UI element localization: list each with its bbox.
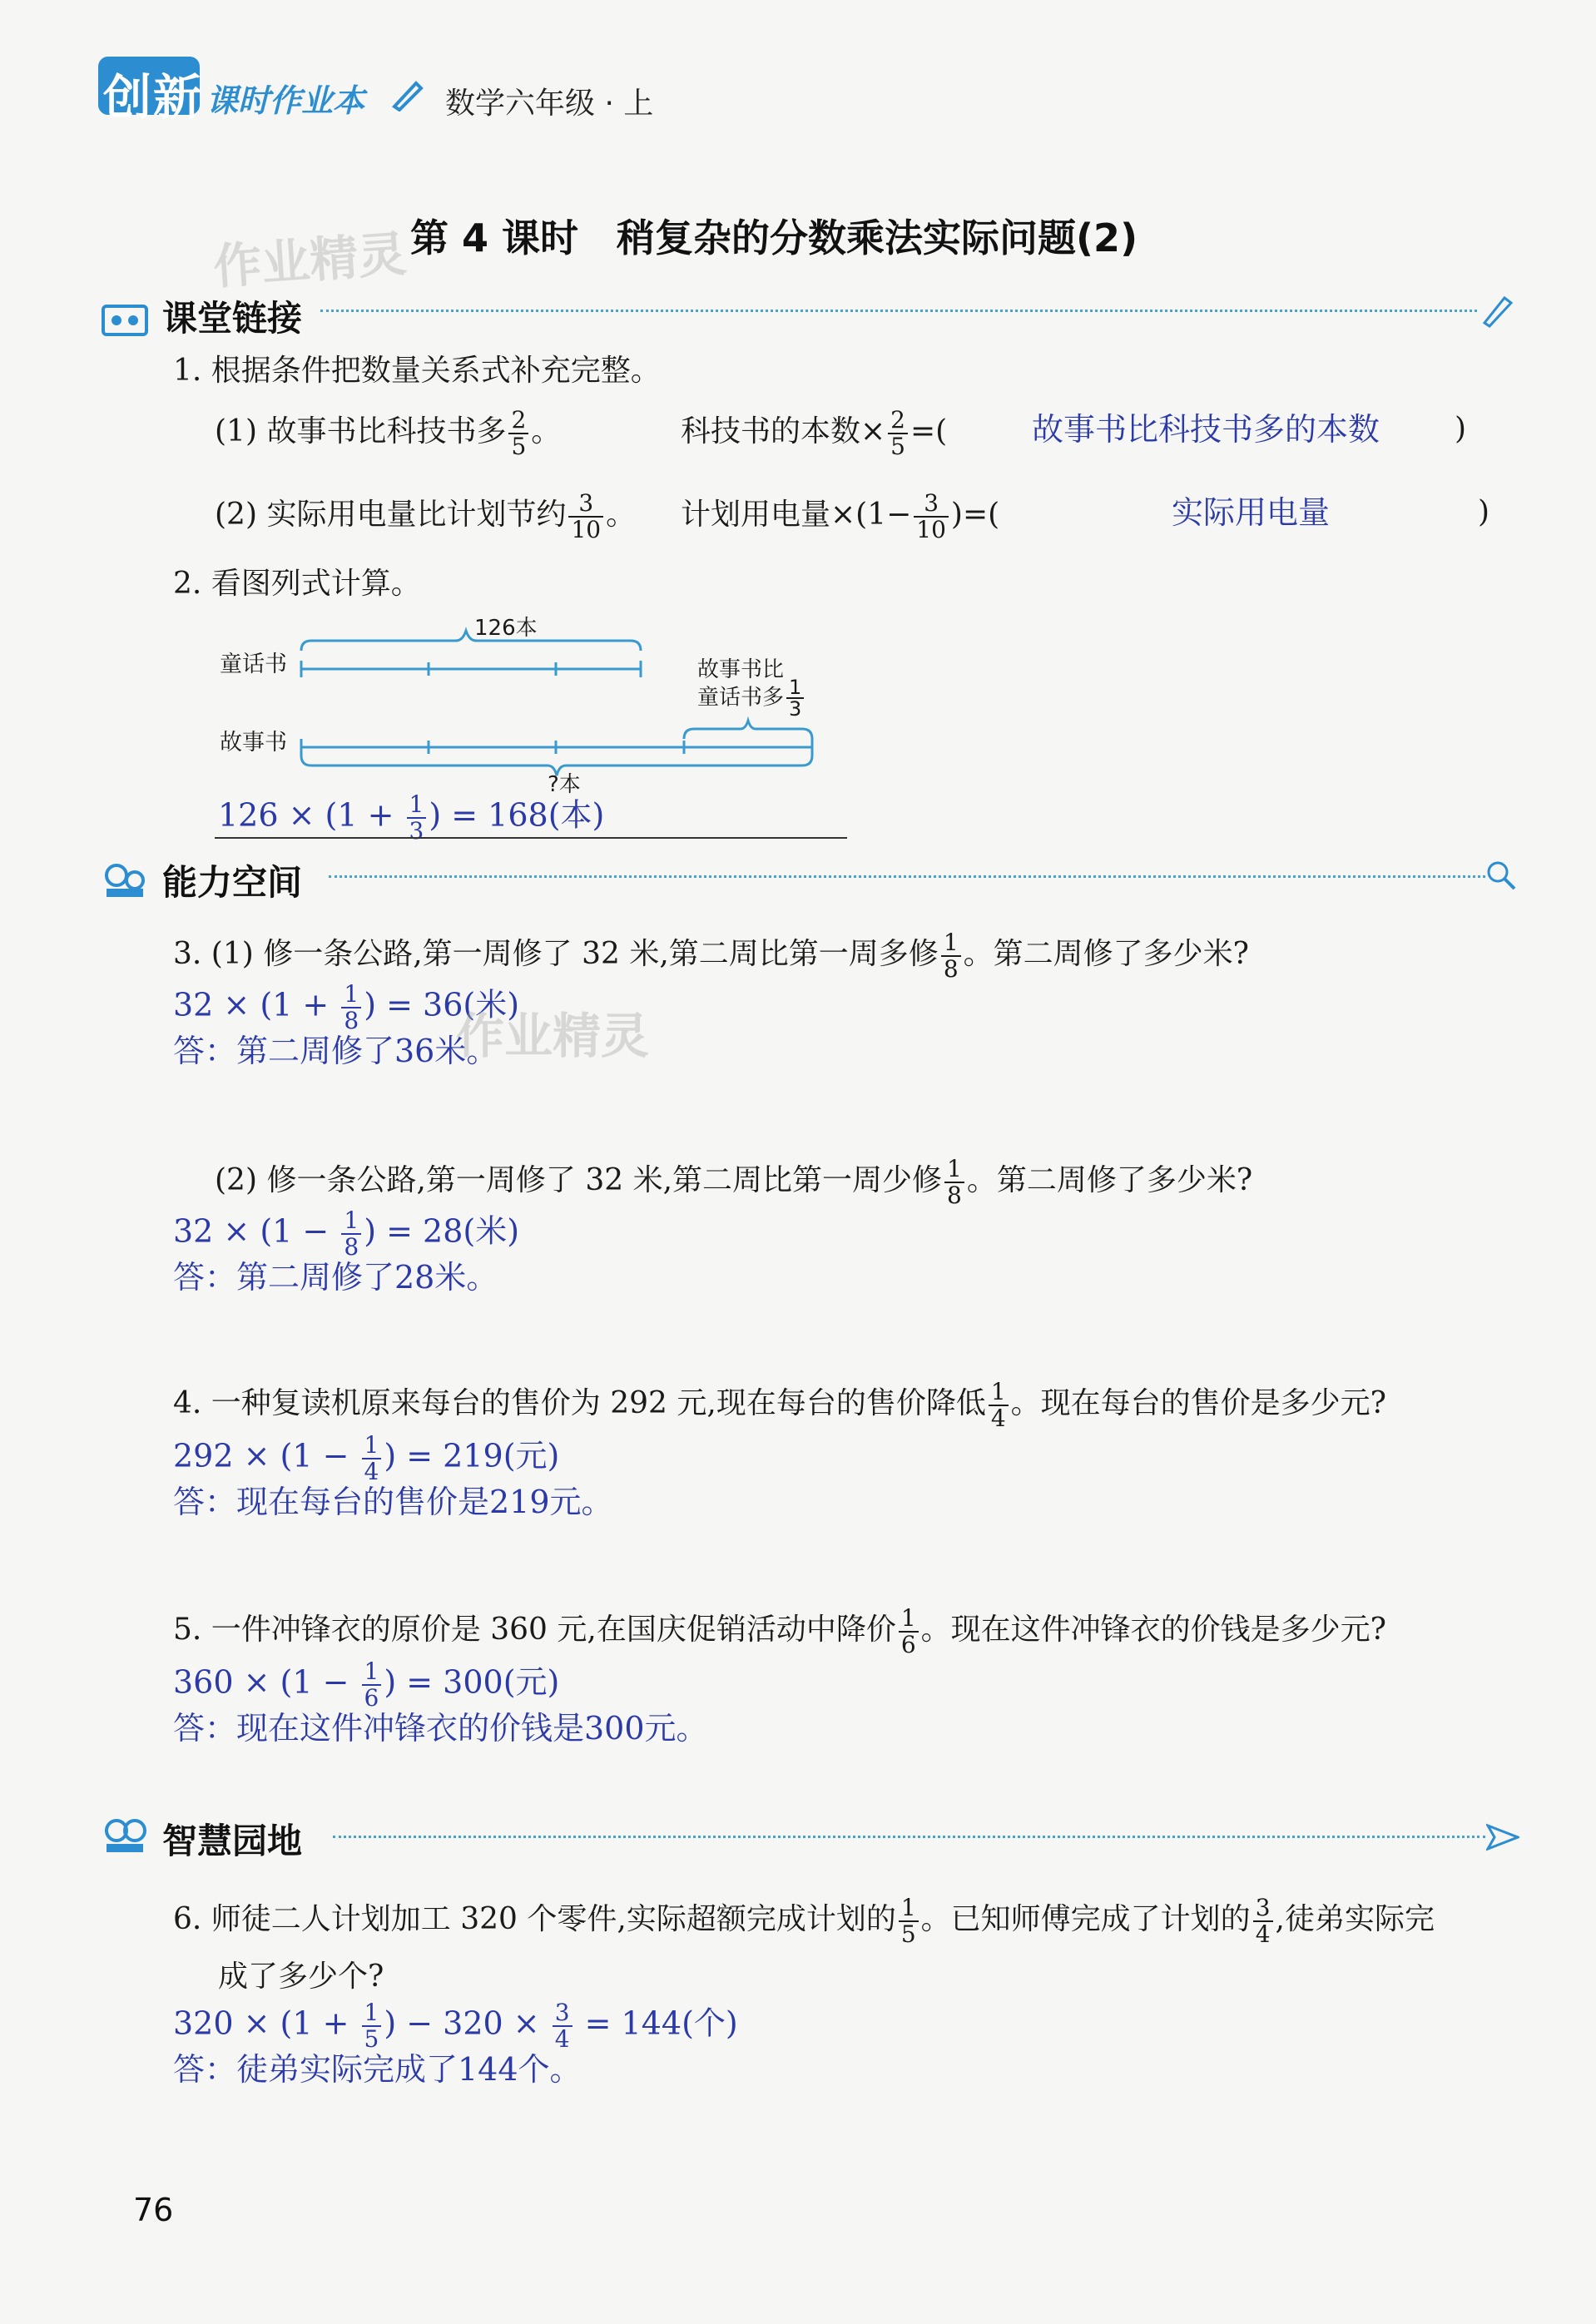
diagram-label-extra1: 故事书比 [697, 657, 785, 682]
q3-part1: 3. (1) 修一条公路,第一周修了 32 米,第二周比第一周多修 $\frac{1}{8}$ 。第二周修了多少米? [173, 929, 1249, 983]
fraction: $\frac{1}{5}$ [362, 2000, 382, 2052]
section-title-classroom: 课堂链接 [162, 298, 303, 339]
q1-item1-answer: 故事书比科技书多的本数 [1032, 411, 1380, 448]
section-divider [320, 310, 1477, 312]
q3-part1-answer: 答：第二周修了36米。 [173, 1033, 498, 1069]
q1-item1-expr: 科技书的本数× $\frac{2}{5}$ =( [681, 406, 948, 460]
q6-prompt-line2: 成了多少个? [218, 1960, 384, 1994]
diagram-label-row1: 童话书 [220, 652, 287, 677]
brand-main: 创新 [103, 69, 204, 126]
q6-prompt-line1: 6. 师徒二人计划加工 320 个零件,实际超额完成计划的 $\frac{1}{5}$ 。已知师傅完成了计划的 $\frac{3}{4}$ ,徒弟实际完 [173, 1894, 1435, 1948]
q1-prompt: 1. 根据条件把数量关系式补充完整。 [173, 354, 661, 388]
fraction: $\frac{3}{10}$ [568, 491, 603, 543]
wisdom-icon [100, 1814, 150, 1861]
fraction: $\frac{1}{6}$ [362, 1659, 382, 1711]
q5-answer: 答：现在这件冲锋衣的价钱是300元。 [173, 1710, 708, 1747]
answer-underline [215, 837, 847, 839]
fraction: $\frac{1}{3}$ [407, 792, 427, 844]
watermark: 作业精灵 [456, 1008, 650, 1064]
q4-prompt: 4. 一种复读机原来每台的售价为 292 元,现在每台的售价降低 $\frac{1}{4}$ 。现在每台的售价是多少元? [173, 1378, 1386, 1432]
ability-icon [100, 859, 150, 905]
q6-answer: 答：徒弟实际完成了144个。 [173, 2051, 582, 2088]
paper-plane-icon [1486, 1822, 1519, 1856]
q1-item2-text: (2) 实际用电量比计划节约 [215, 498, 567, 532]
q1-item1-text: (1) 故事书比科技书多 [215, 414, 507, 448]
q4-answer: 答：现在每台的售价是219元。 [173, 1484, 613, 1520]
q1-item2-close: ) [1478, 495, 1490, 529]
fraction: $\frac{2}{5}$ [508, 408, 528, 459]
fraction: $\frac{3}{4}$ [1253, 1895, 1273, 1947]
q5-prompt: 5. 一件冲锋衣的原价是 360 元,在国庆促销活动中降价 $\frac{1}{6}$ 。现在这件冲锋衣的价钱是多少元? [173, 1604, 1386, 1658]
fraction: $\frac{1}{8}$ [341, 1208, 361, 1260]
diagram-label-top: 126本 [474, 616, 538, 641]
pencil-icon [1480, 293, 1514, 331]
fraction: $\frac{1}{3}$ [786, 677, 804, 719]
fraction: $\frac{3}{10}$ [914, 491, 949, 543]
q3-part2-answer: 答：第二周修了28米。 [173, 1259, 498, 1296]
q4-equation: 292 × (1 − $\frac{1}{4}$ ) = 219(元) [173, 1431, 560, 1485]
brand-sub: 课时作业本 [206, 82, 365, 119]
q1-item2-answer: 实际用电量 [1172, 494, 1331, 531]
section-divider [333, 1836, 1485, 1838]
section-title-ability: 能力空间 [162, 862, 303, 903]
q3-part2: (2) 修一条公路,第一周修了 32 米,第二周比第一周少修 $\frac{1}{8}$ 。第二周修了多少米? [215, 1155, 1253, 1209]
pen-mark-icon [391, 78, 424, 115]
section-title-wisdom: 智慧园地 [162, 1821, 303, 1861]
q5-equation: 360 × (1 − $\frac{1}{6}$ ) = 300(元) [173, 1658, 560, 1712]
q2-answer: 126 × (1 + $\frac{1}{3}$ ) = 168(本) [218, 790, 605, 845]
diagram-label-bottom: ?本 [548, 772, 581, 797]
q3-part2-equation: 32 × (1 − $\frac{1}{8}$ ) = 28(米) [173, 1207, 520, 1261]
fraction: $\frac{1}{4}$ [362, 1433, 382, 1484]
section-divider [329, 875, 1485, 878]
diagram-label-extra2: 童话书多 $\frac{1}{3}$ [697, 677, 806, 719]
q1-item2: (2) 实际用电量比计划节约 $\frac{3}{10}$ 。 [215, 489, 637, 543]
fraction: $\frac{3}{4}$ [553, 2000, 572, 2052]
q1-item1-close: ) [1455, 412, 1467, 446]
watermark: 作业精灵 [211, 225, 409, 295]
magnifier-icon [1483, 857, 1518, 895]
q6-equation: 320 × (1 + $\frac{1}{5}$ ) − 320 × $\frac{3}{4}$ = 144(个) [173, 1999, 738, 2053]
page-title: 第 4 课时 稍复杂的分数乘法实际问题(2) [410, 216, 1138, 260]
fraction: $\frac{1}{8}$ [941, 930, 961, 982]
q1-item1: (1) 故事书比科技书多 $\frac{2}{5}$ 。 [215, 406, 562, 460]
page-number: 76 [133, 2192, 174, 2228]
fraction: $\frac{1}{8}$ [944, 1157, 964, 1208]
book-title: 数学六年级 · 上 [445, 87, 654, 121]
diagram-label-row2: 故事书 [220, 730, 287, 756]
q1-item2-expr: 计划用电量×(1− $\frac{3}{10}$ )=( [681, 489, 1000, 543]
fraction: $\frac{1}{5}$ [899, 1895, 919, 1947]
fraction: $\frac{1}{8}$ [341, 982, 361, 1033]
q2-prompt: 2. 看图列式计算。 [173, 567, 421, 601]
fraction: $\frac{1}{4}$ [989, 1380, 1009, 1431]
fraction: $\frac{2}{5}$ [888, 408, 908, 459]
q3-part1-equation: 32 × (1 + $\frac{1}{8}$ ) = 36(米) [173, 980, 520, 1034]
classroom-icon [100, 298, 150, 343]
fraction: $\frac{1}{6}$ [899, 1606, 919, 1658]
